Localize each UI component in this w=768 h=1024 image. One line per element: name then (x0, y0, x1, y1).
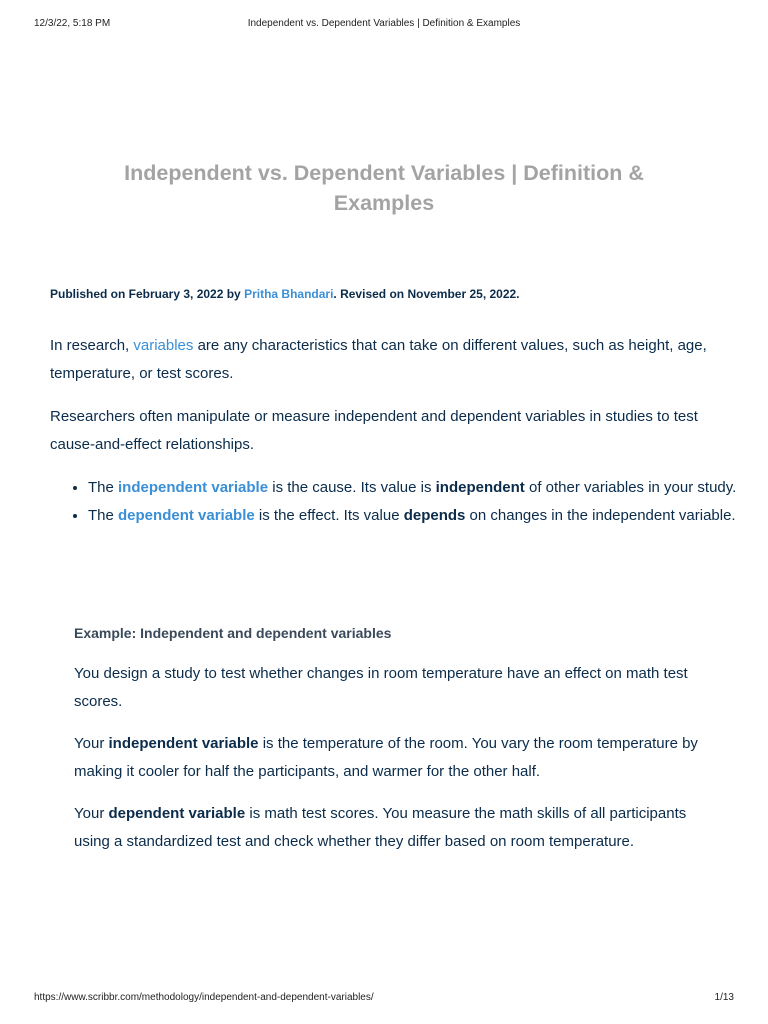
author-link[interactable]: Pritha Bhandari (244, 287, 334, 301)
revised-date: . Revised on November 25, 2022. (333, 287, 520, 301)
list-item-text: The (88, 507, 119, 524)
published-date: Published on February 3, 2022 by (50, 287, 245, 301)
bold-term: dependent variable (108, 805, 246, 822)
intro-paragraph (50, 332, 730, 388)
variables-link[interactable]: variables (133, 337, 194, 354)
example-dependent (74, 800, 724, 856)
list-item (88, 474, 768, 502)
cause-effect-paragraph: Researchers often manipulate or measure independent and dependent variables in studies to test cause-and-effect relationships. (50, 408, 698, 453)
intro-text-before: In research, (50, 337, 134, 354)
intro-text-after: are any characteristics that can take on different values, such as height, age, temperature, or test scores. (50, 337, 707, 382)
example-heading: Example: Independent and dependent variables (74, 625, 392, 641)
list-item-text: is the cause. Its value is (268, 479, 436, 496)
example-text: is the temperature of the room. You vary the room temperature by making it cooler for half the participants, and warmer for the other half. (74, 735, 698, 780)
dependent-variable-link[interactable]: dependent variable (118, 507, 255, 524)
independent-variable-link[interactable]: independent variable (118, 479, 269, 496)
example-intro: You design a study to test whether changes in room temperature have an effect on math test scores. (74, 665, 688, 710)
bold-term: independent variable (108, 735, 259, 752)
example-box (74, 620, 724, 870)
list-item (88, 502, 768, 530)
list-item-text: on changes in the independent variable. (465, 507, 736, 524)
byline (50, 287, 730, 301)
example-text: is math test scores. You measure the math skills of all participants using a standardized test and check whether they differ based on room temperature. (74, 805, 687, 850)
list-item-text: The (88, 479, 119, 496)
bold-term: independent (435, 479, 525, 496)
print-url: https://www.scribbr.com/methodology/independent-and-dependent-variables/ (34, 992, 374, 1003)
page-number: 1/13 (714, 992, 734, 1003)
print-doc-title: Independent vs. Dependent Variables | Definition & Examples (247, 18, 521, 29)
example-text: Your (74, 735, 109, 752)
list-item-text: of other variables in your study. (524, 479, 737, 496)
bold-term: depends (403, 507, 466, 524)
example-independent (74, 730, 724, 786)
print-datetime: 12/3/22, 5:18 PM (34, 18, 111, 29)
variable-list (50, 474, 768, 530)
list-item-text: is the effect. Its value (254, 507, 404, 524)
page-title: Independent vs. Dependent Variables | Definition & Examples (124, 161, 644, 215)
example-text: Your (74, 805, 109, 822)
